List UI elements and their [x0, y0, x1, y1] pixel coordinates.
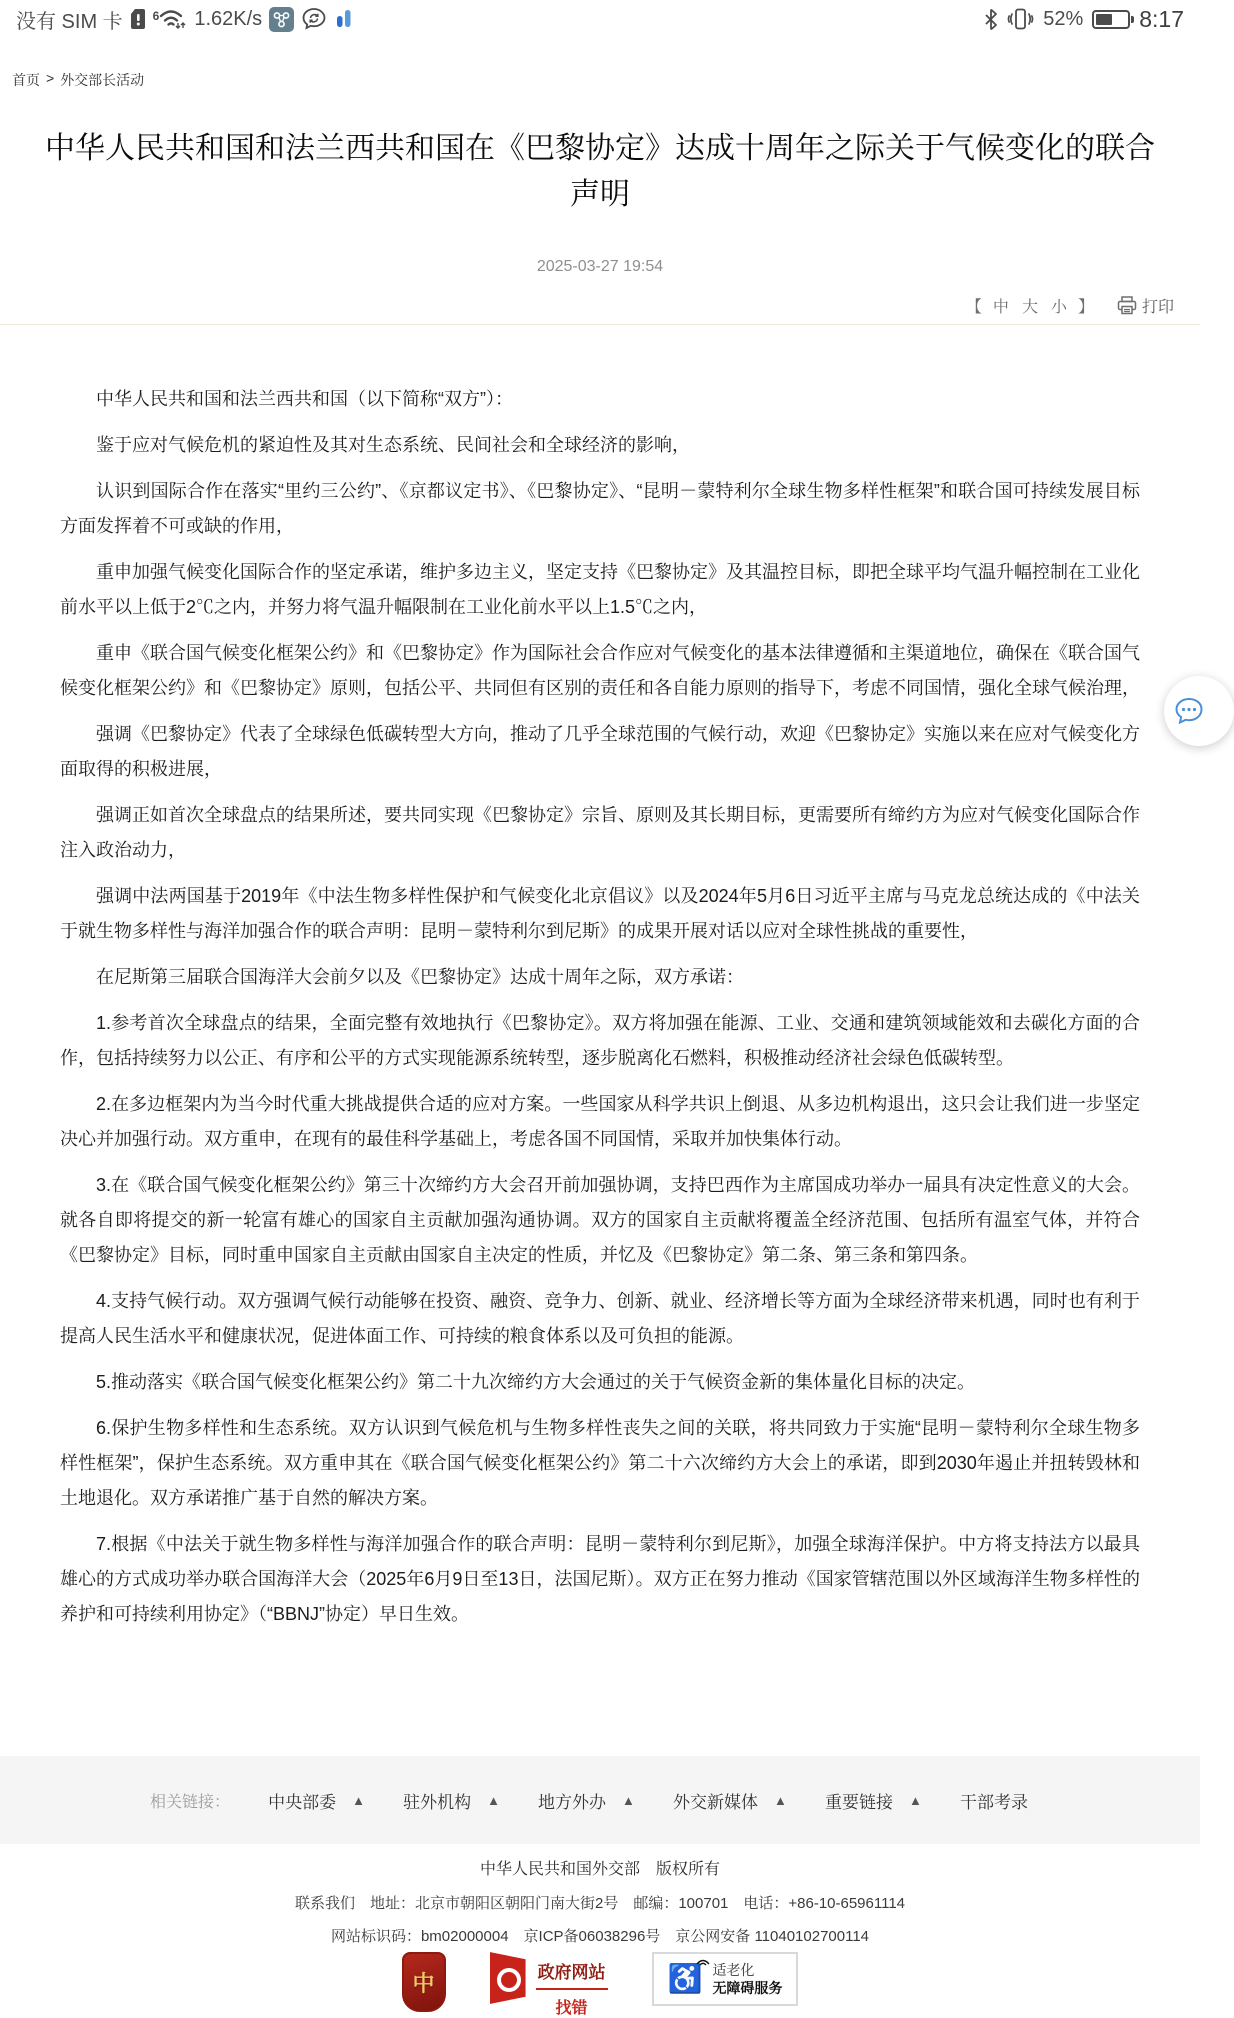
breadcrumb-separator: > — [46, 70, 55, 86]
paragraph: 7.根据《中法关于就生物多样性与海洋加强合作的联合声明：昆明－蒙特利尔到尼斯》，加强全球海洋保护。中方将支持法方以最具雄心的方式成功举办联合国海洋大会（2025年6月9日至13日，法国尼斯）。双方正在努力推动《国家管辖范围以外区域海洋生物多样性的养护和可持续利用协定》（“BBNJ”协定）早日生效。 — [60, 1534, 1140, 1624]
emblem-icon: 中 — [412, 1970, 435, 1996]
paragraph: 鉴于应对气候危机的紧迫性及其对生态系统、民间社会和全球经济的影响， — [96, 435, 690, 455]
paragraph: 3.在《联合国气候变化框架公约》第三十次缔约方大会召开前加强协调，支持巴西作为主席国成功举办一届具有决定性意义的大会。就各自即将提交的新一轮富有雄心的国家自主贡献加强沟通协调。双方的国家自主贡献将覆盖全经济范围、包括所有温室气体，并符合《巴黎协定》目标，同时重申国家自主贡献由国家自主决定的性质，并忆及《巴黎协定》第二条、第三条和第四条。 — [60, 1175, 1140, 1265]
related-link-central-ministries[interactable] — [268, 1788, 365, 1813]
bracket-open: 【 — [965, 299, 982, 316]
related-links-label: 相关链接： — [150, 1793, 231, 1811]
related-link-important-links[interactable] — [825, 1788, 922, 1813]
link-label: 外交新媒体 — [673, 1792, 759, 1812]
clock-label: 8:17 — [1139, 5, 1184, 32]
related-link-new-media[interactable] — [673, 1788, 787, 1813]
copyright-line: 中华人民共和国外交部 版权所有 — [479, 1861, 720, 1878]
accessibility-label-1: 适老化 — [712, 1962, 755, 1978]
paragraph: 在尼斯第三届联合国海洋大会前夕以及《巴黎协定》达成十周年之际，双方承诺： — [96, 967, 744, 987]
paragraph: 强调正如首次全球盘点的结果所述，要共同实现《巴黎协定》宗旨、原则及其长期目标，更需要所有缔约方为应对气候变化国际合作注入政治动力， — [60, 805, 1140, 860]
paragraph: 1.参考首次全球盘点的结果，全面完整有效地执行《巴黎协定》。双方将加强在能源、工业、交通和建筑领域能效和去碳化方面的合作，包括持续努力以公正、有序和公平的方式实现能源系统转型，逐步脱离化石燃料，积极推动经济社会绿色低碳转型。 — [60, 1013, 1140, 1068]
magnifier-flag-icon — [490, 1952, 526, 2004]
paragraph: 重申《联合国气候变化框架公约》和《巴黎协定》作为国际社会合作应对气候变化的基本法律遵循和主渠道地位，确保在《联合国气候变化框架公约》和《巴黎协定》原则，包括公平、共同但有区别的责任和各自能力原则的指导下，考虑不同国情，强化全球气候治理， — [60, 643, 1140, 698]
sim-warning-icon — [130, 8, 146, 30]
chat-bubble-icon — [1174, 697, 1204, 725]
font-size-large-button[interactable]: 大 — [1021, 299, 1038, 316]
site-footer — [0, 1856, 1200, 1958]
wifi-icon — [153, 9, 186, 30]
chevron-up-icon: ▲ — [487, 1792, 500, 1808]
paragraph: 认识到国际合作在落实“里约三公约”、《京都议定书》、《巴黎协定》、“昆明－蒙特利尔全球生物多样性框架”和联合国可持续发展目标方面发挥着不可或缺的作用， — [60, 481, 1140, 536]
paragraph: 重申加强气候变化国际合作的坚定承诺，维护多边主义，坚定支持《巴黎协定》及其温控目标，即把全球平均气温升幅控制在工业化前水平以上低于2℃之内，并努力将气温升幅限制在工业化前水平以上1.5℃之内， — [60, 562, 1140, 617]
bracket-close: 】 — [1077, 299, 1094, 316]
paragraph: 4.支持气候行动。双方强调气候行动能够在投资、融资、竞争力、创新、就业、经济增长等方面为全球经济带来机遇，同时也有利于提高人民生活水平和健康状况，促进体面工作、可持续的粮食体系以及可负担的能源。 — [60, 1291, 1140, 1346]
paragraph: 中华人民共和国和法兰西共和国（以下简称“双方”）： — [96, 389, 513, 409]
related-link-local-offices[interactable] — [538, 1788, 635, 1813]
breadcrumb-section-link[interactable]: 外交部长活动 — [60, 72, 145, 88]
paragraph: 强调《巴黎协定》代表了全球绿色低碳转型大方向，推动了几乎全球范围的气候行动，欢迎《巴黎协定》实施以来在应对气候变化方面取得的积极进展， — [60, 724, 1140, 779]
link-label: 中央部委 — [268, 1792, 337, 1812]
no-sim-label: 没有 SIM 卡 — [16, 10, 123, 33]
print-label: 打印 — [1141, 299, 1174, 316]
chevron-up-icon: ▲ — [352, 1792, 365, 1808]
battery-tip — [1131, 16, 1134, 23]
icp-line: 网站标识码：bm02000004 京ICP备06038296号 京公网安备 11040102700114 — [330, 1928, 870, 1945]
link-label: 地方外办 — [538, 1792, 607, 1812]
related-link-overseas-missions[interactable] — [403, 1788, 500, 1813]
breadcrumb-home-link[interactable]: 首页 — [12, 72, 40, 88]
chevron-up-icon: ▲ — [908, 1792, 922, 1808]
header-divider — [0, 324, 1200, 325]
publish-date: 2025-03-27 19:54 — [536, 258, 664, 275]
wheelchair-icon: ♿ — [668, 1965, 703, 1993]
paragraph: 强调中法两国基于2019年《中法生物多样性保护和气候变化北京倡议》以及2024年5月6日习近平主席与马克龙总统达成的《中法关于就生物多样性与海洋加强合作的联合声明：昆明－蒙特利尔到尼斯》的成果开展对话以应对全球性挑战的重要性， — [60, 886, 1140, 941]
wifi-gen-badge: 6 — [152, 8, 160, 23]
battery-fill — [1096, 14, 1112, 25]
printer-icon — [1117, 296, 1137, 315]
vibrate-icon — [1007, 8, 1034, 30]
gov-emblem-badge[interactable] — [402, 1952, 446, 2012]
paragraph: 5.推动落实《联合国气候变化框架公约》第二十九次缔约方大会通过的关于气候资金新的集体量化目标的决定。 — [96, 1372, 976, 1392]
related-link-recruitment[interactable] — [960, 1788, 1028, 1813]
gov-site-error-badge[interactable] — [490, 1952, 608, 2018]
network-speed-label: 1.62K/s — [194, 7, 263, 30]
article-toolbar — [966, 294, 1174, 317]
paragraph: 2.在多边框架内为当今时代重大挑战提供合适的应对方案。一些国家从科学共识上倒退、从多边机构退出，这只会让我们进一步坚定决心并加强行动。双方重申，在现有的最佳科学基础上，考虑各国不同国情，采取并加快集体行动。 — [60, 1094, 1140, 1149]
related-links-band — [0, 1756, 1200, 1844]
footer-badges — [0, 1952, 1200, 2018]
battery-icon — [1092, 10, 1130, 29]
contact-line: 联系我们 地址：北京市朝阳区朝阳门南大街2号 邮编：100701 电话：+86-10-65961114 — [294, 1895, 906, 1912]
article-body — [60, 382, 1140, 1643]
bluetooth-icon — [984, 8, 998, 31]
breadcrumb — [12, 70, 144, 90]
wifi-waves-icon — [696, 1956, 710, 1966]
link-label: 干部考录 — [959, 1792, 1028, 1812]
gov-site-label: 政府网站 — [536, 1952, 608, 1990]
status-bar — [0, 0, 1200, 38]
message-sync-icon — [301, 7, 327, 31]
chevron-up-icon: ▲ — [622, 1792, 635, 1808]
accessibility-badge[interactable] — [652, 1952, 799, 2006]
accessibility-label-2: 无障碍服务 — [712, 1980, 783, 1996]
font-size-medium-button[interactable]: 中 — [992, 299, 1009, 316]
link-label: 重要链接 — [824, 1792, 893, 1812]
chevron-up-icon: ▲ — [774, 1792, 787, 1808]
paragraph: 6.保护生物多样性和生态系统。双方认识到气候危机与生物多样性丧失之间的关联，将共同致力于实施“昆明－蒙特利尔全球生物多样性框架”，保护生态系统。双方重申其在《联合国气候变化框架公约》第二十六次缔约方大会上的承诺，即到2030年遏止并扭转毁林和土地退化。双方承诺推广基于自然的解决方案。 — [60, 1418, 1140, 1508]
feedback-chat-button[interactable] — [1164, 676, 1234, 746]
font-size-small-button[interactable]: 小 — [1050, 299, 1067, 316]
battery-percent-label: 52% — [1043, 7, 1084, 30]
page-title: 中华人民共和国和法兰西共和国在《巴黎协定》达成十周年之际关于气候变化的联合声明 — [45, 132, 1155, 211]
find-error-label: 找错 — [555, 2000, 588, 2017]
link-label: 驻外机构 — [403, 1792, 472, 1812]
blue-app-icon — [334, 7, 354, 31]
app-cluster-icon — [269, 7, 294, 32]
print-button[interactable] — [1117, 294, 1174, 317]
